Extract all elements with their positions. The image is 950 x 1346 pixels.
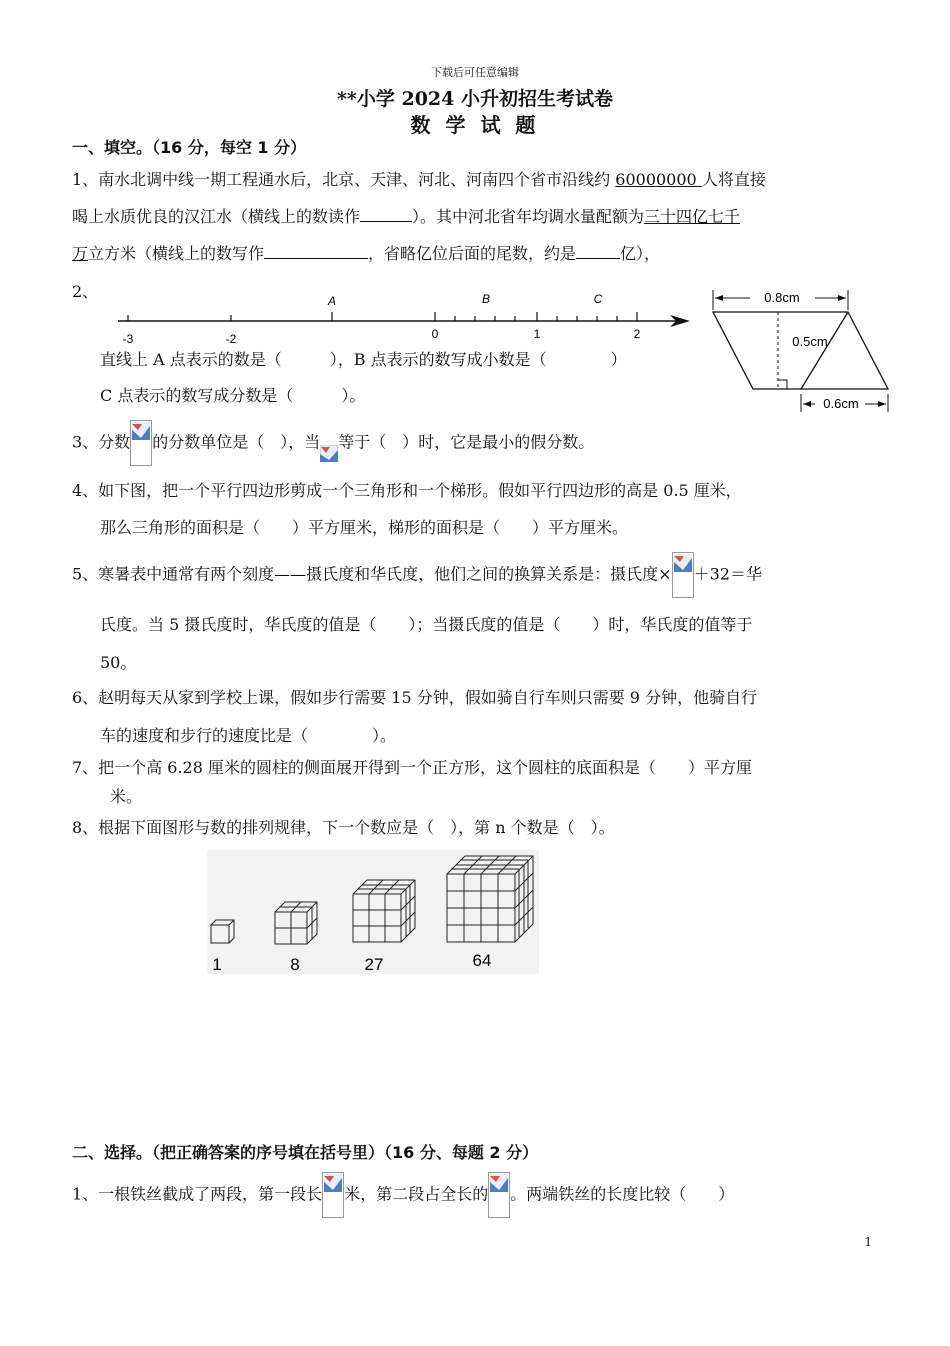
q1-text-g: 亿），: [620, 244, 661, 263]
q2-line2: C 点表示的数写成分数是（ ）。: [100, 386, 366, 405]
q1-blank-write[interactable]: [264, 244, 368, 259]
q1-line2: [72, 207, 740, 227]
point-label-c: C: [593, 292, 603, 306]
q1-blank-approx[interactable]: [576, 244, 620, 259]
point-label-a: A: [327, 294, 337, 308]
q7-line1: 7、把一个高 6.28 厘米的圆柱的侧面展开得到一个正方形，这个圆柱的底面积是（ ）平方厘: [72, 758, 752, 777]
q1-underlined-wan: 万: [72, 244, 89, 263]
q1-underlined-words: 三十四亿七千: [644, 207, 741, 226]
q3-text-b: 的分数单位是（ ），当: [152, 432, 321, 452]
parallelogram-figure: [705, 286, 895, 416]
section1-heading: 一、填空。（16 分，每空 1 分）: [72, 138, 307, 157]
q5-line1: [72, 552, 762, 598]
tick-label: 0: [431, 327, 439, 341]
fraction-image-icon: [322, 1172, 344, 1218]
q1-text-f: ，省略亿位后面的尾数，约是: [368, 244, 577, 263]
page-number: 1: [864, 1235, 872, 1249]
fraction-image-icon: [130, 420, 152, 466]
cube-label: 1: [212, 955, 222, 974]
s2-q1-text-c: 。两端铁丝的长度比较（ ）: [510, 1184, 735, 1204]
q6-line2: 车的速度和步行的速度比是（ ）。: [100, 726, 397, 745]
dimension-top: 0.8cm: [764, 290, 800, 305]
q2-number: 2、: [72, 282, 99, 301]
s2-q1-line: [72, 1172, 734, 1218]
q1-underlined-number: 60000000: [615, 170, 702, 189]
cube-label: 27: [364, 955, 384, 974]
q8-line1: 8、根据下面图形与数的排列规律，下一个数应是（ ），第 n 个数是（ ）。: [72, 818, 615, 837]
q3-text-c: 等于（ ）时，它是最小的假分数。: [338, 432, 595, 452]
exam-subtitle: 数 学 试 题: [410, 113, 540, 137]
q1-text-a: 1、南水北调中线一期工程通水后，北京、天津、河北、河南四个省市沿线约: [72, 170, 616, 189]
q7-line2: 米。: [110, 787, 143, 806]
cube-label: 8: [290, 955, 300, 974]
tick-label: -2: [225, 332, 237, 346]
q4-line1: 4、如下图，把一个平行四边形剪成一个三角形和一个梯形。假如平行四边形的高是 0.5 厘米，: [72, 481, 742, 500]
q1-text-d: ）。其中河北省年均调水量配额为: [412, 207, 645, 226]
q5-line3: 50。: [100, 653, 137, 672]
q1-blank-read[interactable]: [360, 207, 412, 222]
tick-label: 1: [533, 327, 541, 341]
q1-text-e: 立方米（横线上的数写作: [88, 244, 265, 263]
q1-text-c: 喝上水质优良的汉江水（横线上的数读作: [72, 207, 361, 226]
q1-line3: [72, 244, 660, 264]
q4-line2: 那么三角形的面积是（ ）平方厘米，梯形的面积是（ ）平方厘米。: [100, 518, 629, 537]
q3-text-a: 3、分数: [72, 432, 131, 452]
s2-q1-text-b: 米，第二段占全长的: [344, 1184, 489, 1204]
cube-pattern-figure: [207, 850, 539, 974]
q1-text-b: 人将直接: [701, 170, 766, 189]
fraction-image-icon: [672, 552, 694, 598]
exam-title: **小学 2024 小升初招生考试卷: [337, 88, 613, 110]
point-label-b: B: [481, 292, 491, 306]
q5-line2: 氏度。当 5 摄氏度时，华氏度的值是（ ）；当摄氏度的值是（ ）时，华氏度的值等于: [100, 615, 753, 634]
dimension-height: 0.5cm: [792, 334, 828, 349]
q5-text-a: 5、寒暑表中通常有两个刻度——摄氏度和华氏度，他们之间的换算关系是：摄氏度×: [72, 564, 672, 584]
q1-line1: [72, 170, 766, 190]
dimension-bottom: 0.6cm: [823, 396, 859, 411]
q5-text-b: ＋32＝华: [693, 564, 762, 584]
fraction-image-icon: [320, 435, 338, 452]
tick-label: 2: [633, 327, 641, 341]
q6-line1: 6、赵明每天从家到学校上课，假如步行需要 15 分钟，假如骑自行车则只需要 9 分钟，他骑自行: [72, 688, 758, 707]
q3-line: [72, 420, 594, 466]
q2-line1: 直线上 A 点表示的数是（ ），B 点表示的数写成小数是（ ）: [100, 350, 627, 369]
fraction-image-icon: [488, 1172, 510, 1218]
cube-label: 64: [472, 951, 492, 970]
tick-label: -3: [122, 332, 134, 346]
number-line: [110, 288, 700, 348]
s2-q1-text-a: 1、一根铁丝截成了两段，第一段长: [72, 1184, 323, 1204]
download-note: 下载后可任意编辑: [431, 66, 519, 79]
section2-heading: 二、选择。（把正确答案的序号填在括号里）（16 分、每题 2 分）: [72, 1143, 539, 1162]
